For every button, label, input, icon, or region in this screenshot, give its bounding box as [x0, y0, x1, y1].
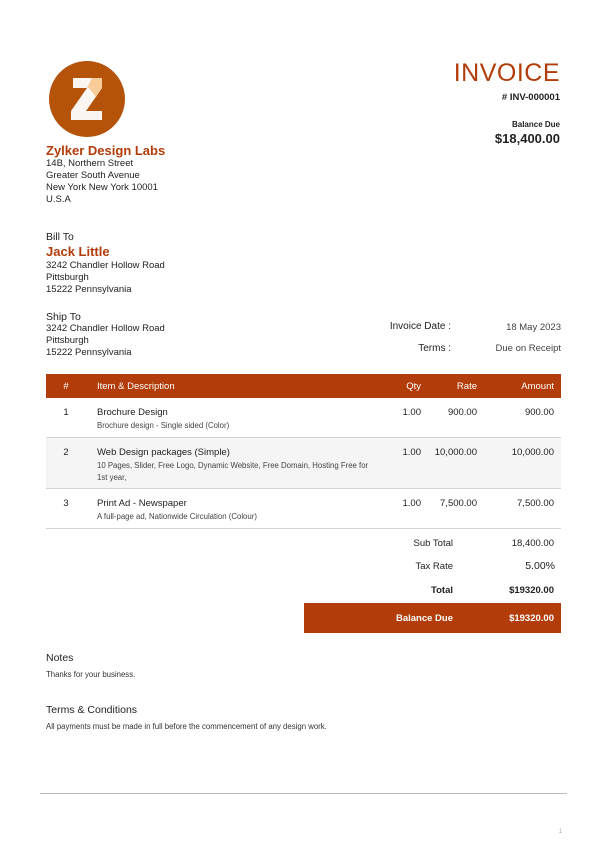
items-table-header — [46, 374, 561, 398]
item-rate: 7,500.00 — [440, 498, 477, 509]
balance-due-bar — [304, 603, 561, 633]
item-rate: 900.00 — [447, 407, 477, 418]
row-num: 3 — [63, 498, 69, 509]
notes-text: Thanks for your business. — [46, 670, 136, 679]
ship-to-address-line: Pittsburgh — [46, 335, 89, 346]
bill-to-address-line: 3242 Chandler Hollow Road — [46, 260, 165, 271]
balance-due-bar-label: Balance Due — [395, 613, 453, 624]
subtotal-value: 18,400.00 — [511, 538, 554, 549]
company-address-line: Greater South Avenue — [46, 170, 140, 181]
terms-value: Due on Receipt — [495, 343, 561, 354]
item-description: 10 Pages, Slider, Free Logo, Dynamic Website, Free Domain, Hosting Free for 1st year, — [97, 461, 369, 482]
balance-due-amount: $18,400.00 — [494, 131, 560, 146]
item-name: Brochure Design — [97, 407, 168, 418]
footer-divider — [40, 793, 567, 794]
table-row — [46, 438, 561, 489]
invoice-title: INVOICE — [453, 59, 560, 87]
header-amount: Amount — [521, 381, 554, 392]
company-name: Zylker Design Labs — [46, 143, 166, 158]
company-address-line: 14B, Northern Street — [46, 158, 134, 169]
item-amount: 10,000.00 — [511, 447, 554, 458]
company-logo — [49, 61, 125, 137]
total-label: Total — [431, 585, 453, 596]
invoice-date-label: Invoice Date : — [389, 321, 451, 332]
header-num: # — [63, 381, 69, 392]
item-qty: 1.00 — [402, 407, 421, 418]
invoice-number: # INV-000001 — [501, 92, 560, 103]
bill-to-address-line: 15222 Pennsylvania — [46, 284, 132, 295]
tax-rate-value: 5.00% — [525, 560, 555, 572]
header-item: Item & Description — [97, 381, 175, 392]
total-value: $19320.00 — [509, 585, 554, 596]
item-description: Brochure design - Single sided (Color) — [97, 421, 230, 430]
item-name: Print Ad - Newspaper — [97, 498, 187, 509]
item-amount: 7,500.00 — [517, 498, 554, 509]
customer-name: Jack Little — [46, 244, 110, 259]
item-name: Web Design packages (Simple) — [97, 447, 230, 458]
bill-to-address-line: Pittsburgh — [46, 272, 89, 283]
row-num: 1 — [63, 407, 69, 418]
table-row — [46, 398, 561, 438]
subtotal-label: Sub Total — [413, 538, 453, 549]
header-rate: Rate — [456, 381, 477, 392]
table-row — [46, 489, 561, 529]
ship-to-address-line: 3242 Chandler Hollow Road — [46, 323, 165, 334]
company-address-line: U.S.A — [46, 194, 71, 205]
balance-due-label: Balance Due — [511, 120, 560, 129]
bill-to-label: Bill To — [46, 231, 74, 243]
item-qty: 1.00 — [402, 498, 421, 509]
ship-to-address-line: 15222 Pennsylvania — [46, 347, 132, 358]
ship-to-label: Ship To — [46, 311, 81, 323]
terms-conditions-label: Terms & Conditions — [46, 704, 138, 716]
header-qty: Qty — [406, 381, 421, 392]
invoice-date-value: 18 May 2023 — [506, 322, 561, 333]
item-description: A full-page ad, Nationwide Circulation (Colour) — [97, 512, 257, 521]
company-address-line: New York New York 10001 — [46, 182, 158, 193]
item-rate: 10,000.00 — [434, 447, 477, 458]
item-qty: 1.00 — [402, 447, 421, 458]
logo-z-mark — [49, 61, 125, 137]
balance-due-bar-value: $19320.00 — [509, 613, 554, 624]
tax-rate-label: Tax Rate — [415, 561, 453, 572]
page-number: 1 — [558, 829, 562, 835]
item-amount: 900.00 — [524, 407, 554, 418]
terms-label: Terms : — [418, 343, 451, 354]
notes-label: Notes — [46, 652, 74, 664]
row-num: 2 — [63, 447, 69, 458]
terms-conditions-text: All payments must be made in full before the commencement of any design work. — [46, 722, 327, 731]
